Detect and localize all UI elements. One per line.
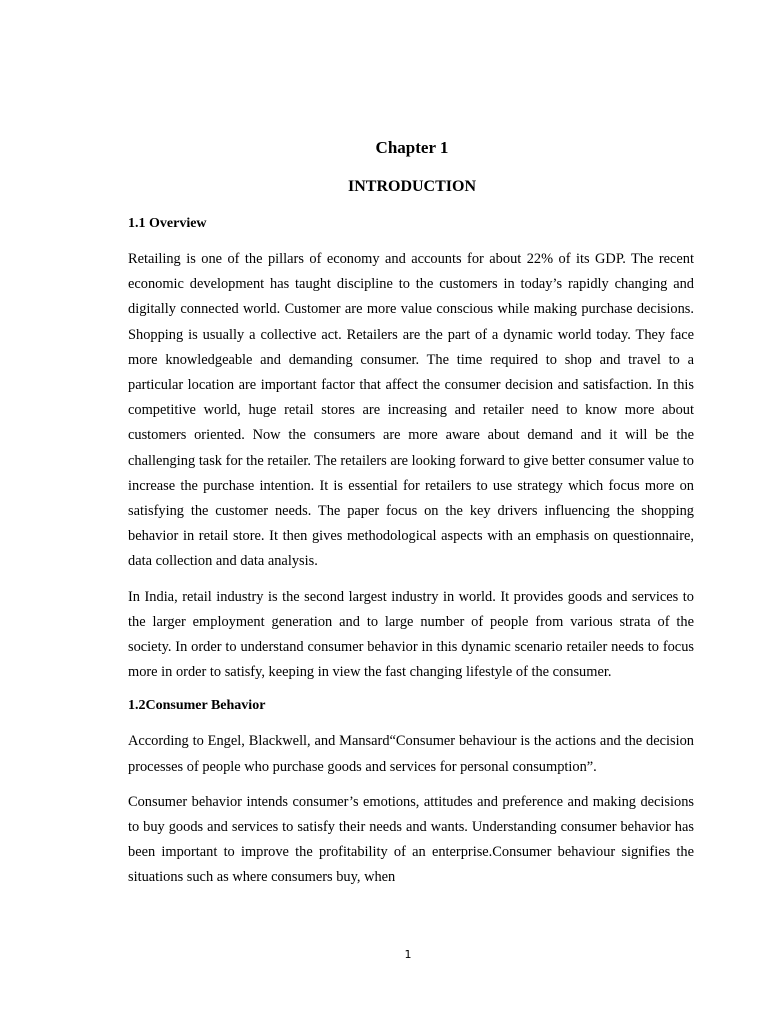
section-heading: 1.1 Overview [128, 216, 207, 231]
paragraph: According to Engel, Blackwell, and Mansard“Consumer behaviour is the actions and the decision processes of people who purchase goods and services for personal consumption”. [128, 733, 694, 775]
section-overview [128, 213, 694, 685]
section-consumer-behavior [128, 695, 694, 890]
page-number: 1 [404, 948, 412, 961]
paragraph: In India, retail industry is the second largest industry in world. It provides goods and services to the larger employment generation and to large number of people from various strata of the society. In order to understand consumer behavior in this dynamic scenario retailer needs to focus more in order to satisfy, keeping in view the fast changing lifestyle of the consumer. [128, 588, 694, 681]
chapter-label: Chapter 1 [375, 138, 449, 157]
section-heading: 1.2Consumer Behavior [128, 698, 266, 714]
chapter-title: INTRODUCTION [347, 178, 476, 195]
body-content [128, 213, 694, 891]
paragraph: Retailing is one of the pillars of economy and accounts for about 22% of its GDP. The recent economic development has taught discipline to the customers in today’s rapidly changing and digitally connected world. Customer are more value conscious while making purchase decisions. Shopping is usually a collective act. Retailers are the part of a dynamic world today. They face more knowledgeable and demanding consumer. The time required to shop and travel to a particular location are important factor that affect the consumer decision and satisfaction. In this competitive world, huge retail stores are increasing and retailer need to know more about customers oriented. Now the consumers are more aware about demand and it will be the challenging task for the retailer. The retailers are looking forward to give better consumer value to increase the purchase intention. It is essential for retailers to use strategy which focus more on satisfying the customer needs. The paper focus on the key drivers influencing the shopping behavior in retail store. It then gives methodological aspects with an emphasis on questionnaire, data collection and data analysis. [128, 251, 694, 570]
paragraph: Consumer behavior intends consumer’s emotions, attitudes and preference and making decisions to buy goods and services to satisfy their needs and wants. Understanding consumer behavior has been important to improve the profitability of an enterprise.Consumer behaviour signifies the situations such as where consumers buy, when [128, 793, 694, 886]
